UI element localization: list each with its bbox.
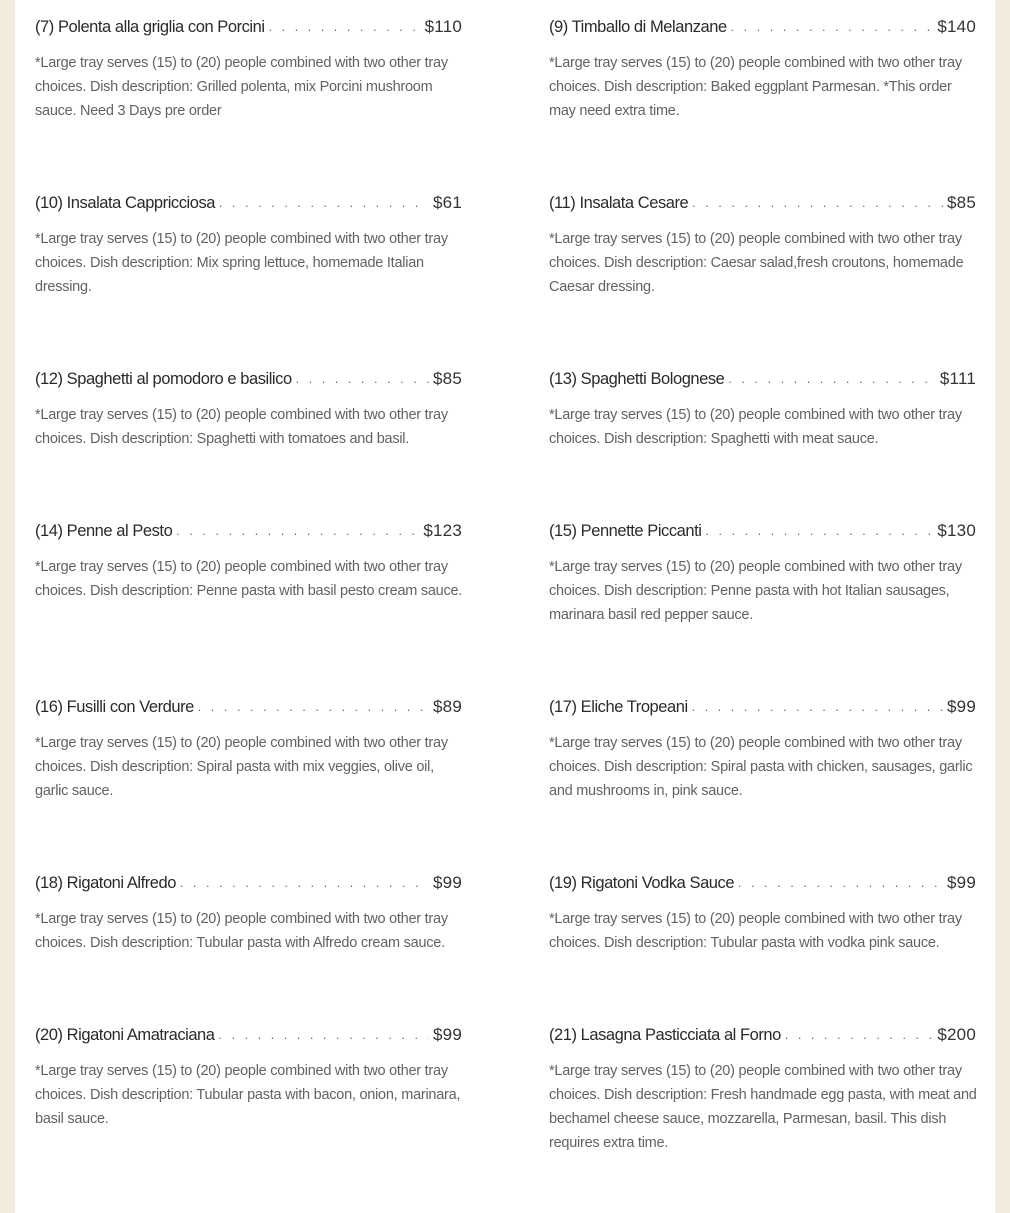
menu-item-header (35, 697, 462, 721)
menu-item-description: *Large tray serves (15) to (20) people combined with two other tray choices. Dish description: Mix spring lettuce, homemade Italian dressing. (35, 231, 448, 295)
menu-item (35, 521, 462, 603)
menu-item-description: *Large tray serves (15) to (20) people combined with two other tray choices. Dish description: Tubular pasta with bacon, onion, marinara, basil sauce. (35, 1063, 461, 1127)
dot-leader (296, 372, 429, 386)
menu-item (549, 521, 976, 627)
menu-item-price: $111 (939, 369, 976, 388)
menu-item (549, 1025, 976, 1155)
menu-item-name: (19) Rigatoni Vodka Sauce (549, 874, 735, 892)
dot-leader (180, 876, 429, 890)
dot-leader (705, 524, 933, 538)
dot-leader (219, 196, 429, 210)
menu-item-price: $140 (937, 17, 976, 36)
menu-item-name: (10) Insalata Cappricciosa (35, 194, 215, 212)
menu-item-header (549, 1025, 976, 1049)
menu-item-description: *Large tray serves (15) to (20) people combined with two other tray choices. Dish description: Penne pasta with hot Italian sausages, marinara basil red pepper sauce. (549, 559, 962, 623)
menu-item-description: *Large tray serves (15) to (20) people combined with two other tray choices. Dish description: Tubular pasta with vodka pink sauce. (549, 911, 962, 951)
menu-item (35, 1025, 462, 1131)
menu-item (35, 193, 462, 299)
menu-item-name: (7) Polenta alla griglia con Porcini (35, 18, 265, 36)
menu-item-header (549, 697, 976, 721)
menu-item-name: (13) Spaghetti Bolognese (549, 370, 725, 388)
menu-page (15, 0, 995, 1213)
menu-item-header (35, 369, 462, 393)
menu-item-description: *Large tray serves (15) to (20) people combined with two other tray choices. Dish description: Baked eggplant Parmesan. *This order may need extra time. (549, 55, 962, 119)
dot-leader (269, 20, 421, 34)
dot-leader (198, 700, 429, 714)
menu-item-description: *Large tray serves (15) to (20) people combined with two other tray choices. Dish description: Spaghetti with tomatoes and basil. (35, 407, 448, 447)
menu-item-name: (21) Lasagna Pasticciata al Forno (549, 1026, 781, 1044)
menu-item (549, 17, 976, 123)
menu-item-header (35, 17, 462, 41)
menu-item-price: $99 (947, 697, 976, 716)
menu-item (35, 369, 462, 451)
menu-item-header (549, 521, 976, 545)
menu-item-header (549, 17, 976, 41)
menu-item-price: $61 (433, 193, 462, 212)
menu-item-name: (12) Spaghetti al pomodoro e basilico (35, 370, 292, 388)
menu-item (549, 193, 976, 299)
menu-item-header (35, 873, 462, 897)
menu-item-header (35, 1025, 462, 1049)
menu-item-price: $89 (433, 697, 462, 716)
menu-item-price: $110 (424, 17, 462, 36)
menu-item-price: $85 (947, 193, 976, 212)
menu-item-description: *Large tray serves (15) to (20) people combined with two other tray choices. Dish description: Caesar salad,fresh croutons, homemade Caesar dressing. (549, 231, 964, 295)
menu-item-name: (17) Eliche Tropeani (549, 698, 688, 716)
menu-item (35, 697, 462, 803)
dot-leader (176, 524, 419, 538)
menu-item-price: $85 (433, 369, 462, 388)
menu-item-name: (14) Penne al Pesto (35, 522, 173, 540)
menu-item (549, 697, 976, 803)
dot-leader (692, 196, 943, 210)
menu-item (549, 369, 976, 451)
menu-item-description: *Large tray serves (15) to (20) people combined with two other tray choices. Dish description: Fresh handmade egg pasta, with meat and bechamel cheese sauce, mozzarella, Parmesan, basil. This dish requires extra time. (549, 1063, 977, 1151)
menu-item-name: (20) Rigatoni Amatraciana (35, 1026, 215, 1044)
menu-item-header (549, 193, 976, 217)
menu-item (35, 873, 462, 955)
dot-leader (738, 876, 943, 890)
menu-item-price: $130 (937, 521, 976, 540)
menu-item (549, 873, 976, 955)
menu-item-price: $99 (433, 873, 462, 892)
menu-item-name: (11) Insalata Cesare (549, 194, 689, 212)
menu-item-name: (16) Fusilli con Verdure (35, 698, 194, 716)
menu-item-price: $99 (947, 873, 976, 892)
dot-leader (219, 1028, 430, 1042)
menu-item-description: *Large tray serves (15) to (20) people combined with two other tray choices. Dish description: Tubular pasta with Alfredo cream sauce. (35, 911, 448, 951)
menu-item-description: *Large tray serves (15) to (20) people combined with two other tray choices. Dish description: Penne pasta with basil pesto cream sauce. (35, 559, 463, 599)
dot-leader (692, 700, 943, 714)
dot-leader (731, 20, 934, 34)
dot-leader (785, 1028, 934, 1042)
menu-item-description: *Large tray serves (15) to (20) people combined with two other tray choices. Dish description: Grilled polenta, mix Porcini mushroom sauce. Need 3 Days pre order (35, 55, 448, 119)
menu-item-header (35, 193, 462, 217)
menu-item-name: (18) Rigatoni Alfredo (35, 874, 176, 892)
menu-item-header (549, 369, 976, 393)
menu-item-header (35, 521, 462, 545)
menu-item-description: *Large tray serves (15) to (20) people combined with two other tray choices. Dish description: Spiral pasta with mix veggies, olive oil, garlic sauce. (35, 735, 448, 799)
menu-item-header (549, 873, 976, 897)
menu-item (35, 17, 462, 123)
menu-item-description: *Large tray serves (15) to (20) people combined with two other tray choices. Dish description: Spiral pasta with chicken, sausages, garlic and mushrooms in, pink sauce. (549, 735, 973, 799)
menu-item-price: $99 (433, 1025, 462, 1044)
menu-item-price: $123 (423, 521, 462, 540)
menu-item-description: *Large tray serves (15) to (20) people combined with two other tray choices. Dish description: Spaghetti with meat sauce. (549, 407, 962, 447)
menu-item-price: $200 (937, 1025, 976, 1044)
dot-leader (728, 372, 935, 386)
menu-item-name: (15) Pennette Piccanti (549, 522, 702, 540)
menu-item-name: (9) Timballo di Melanzane (549, 18, 727, 36)
